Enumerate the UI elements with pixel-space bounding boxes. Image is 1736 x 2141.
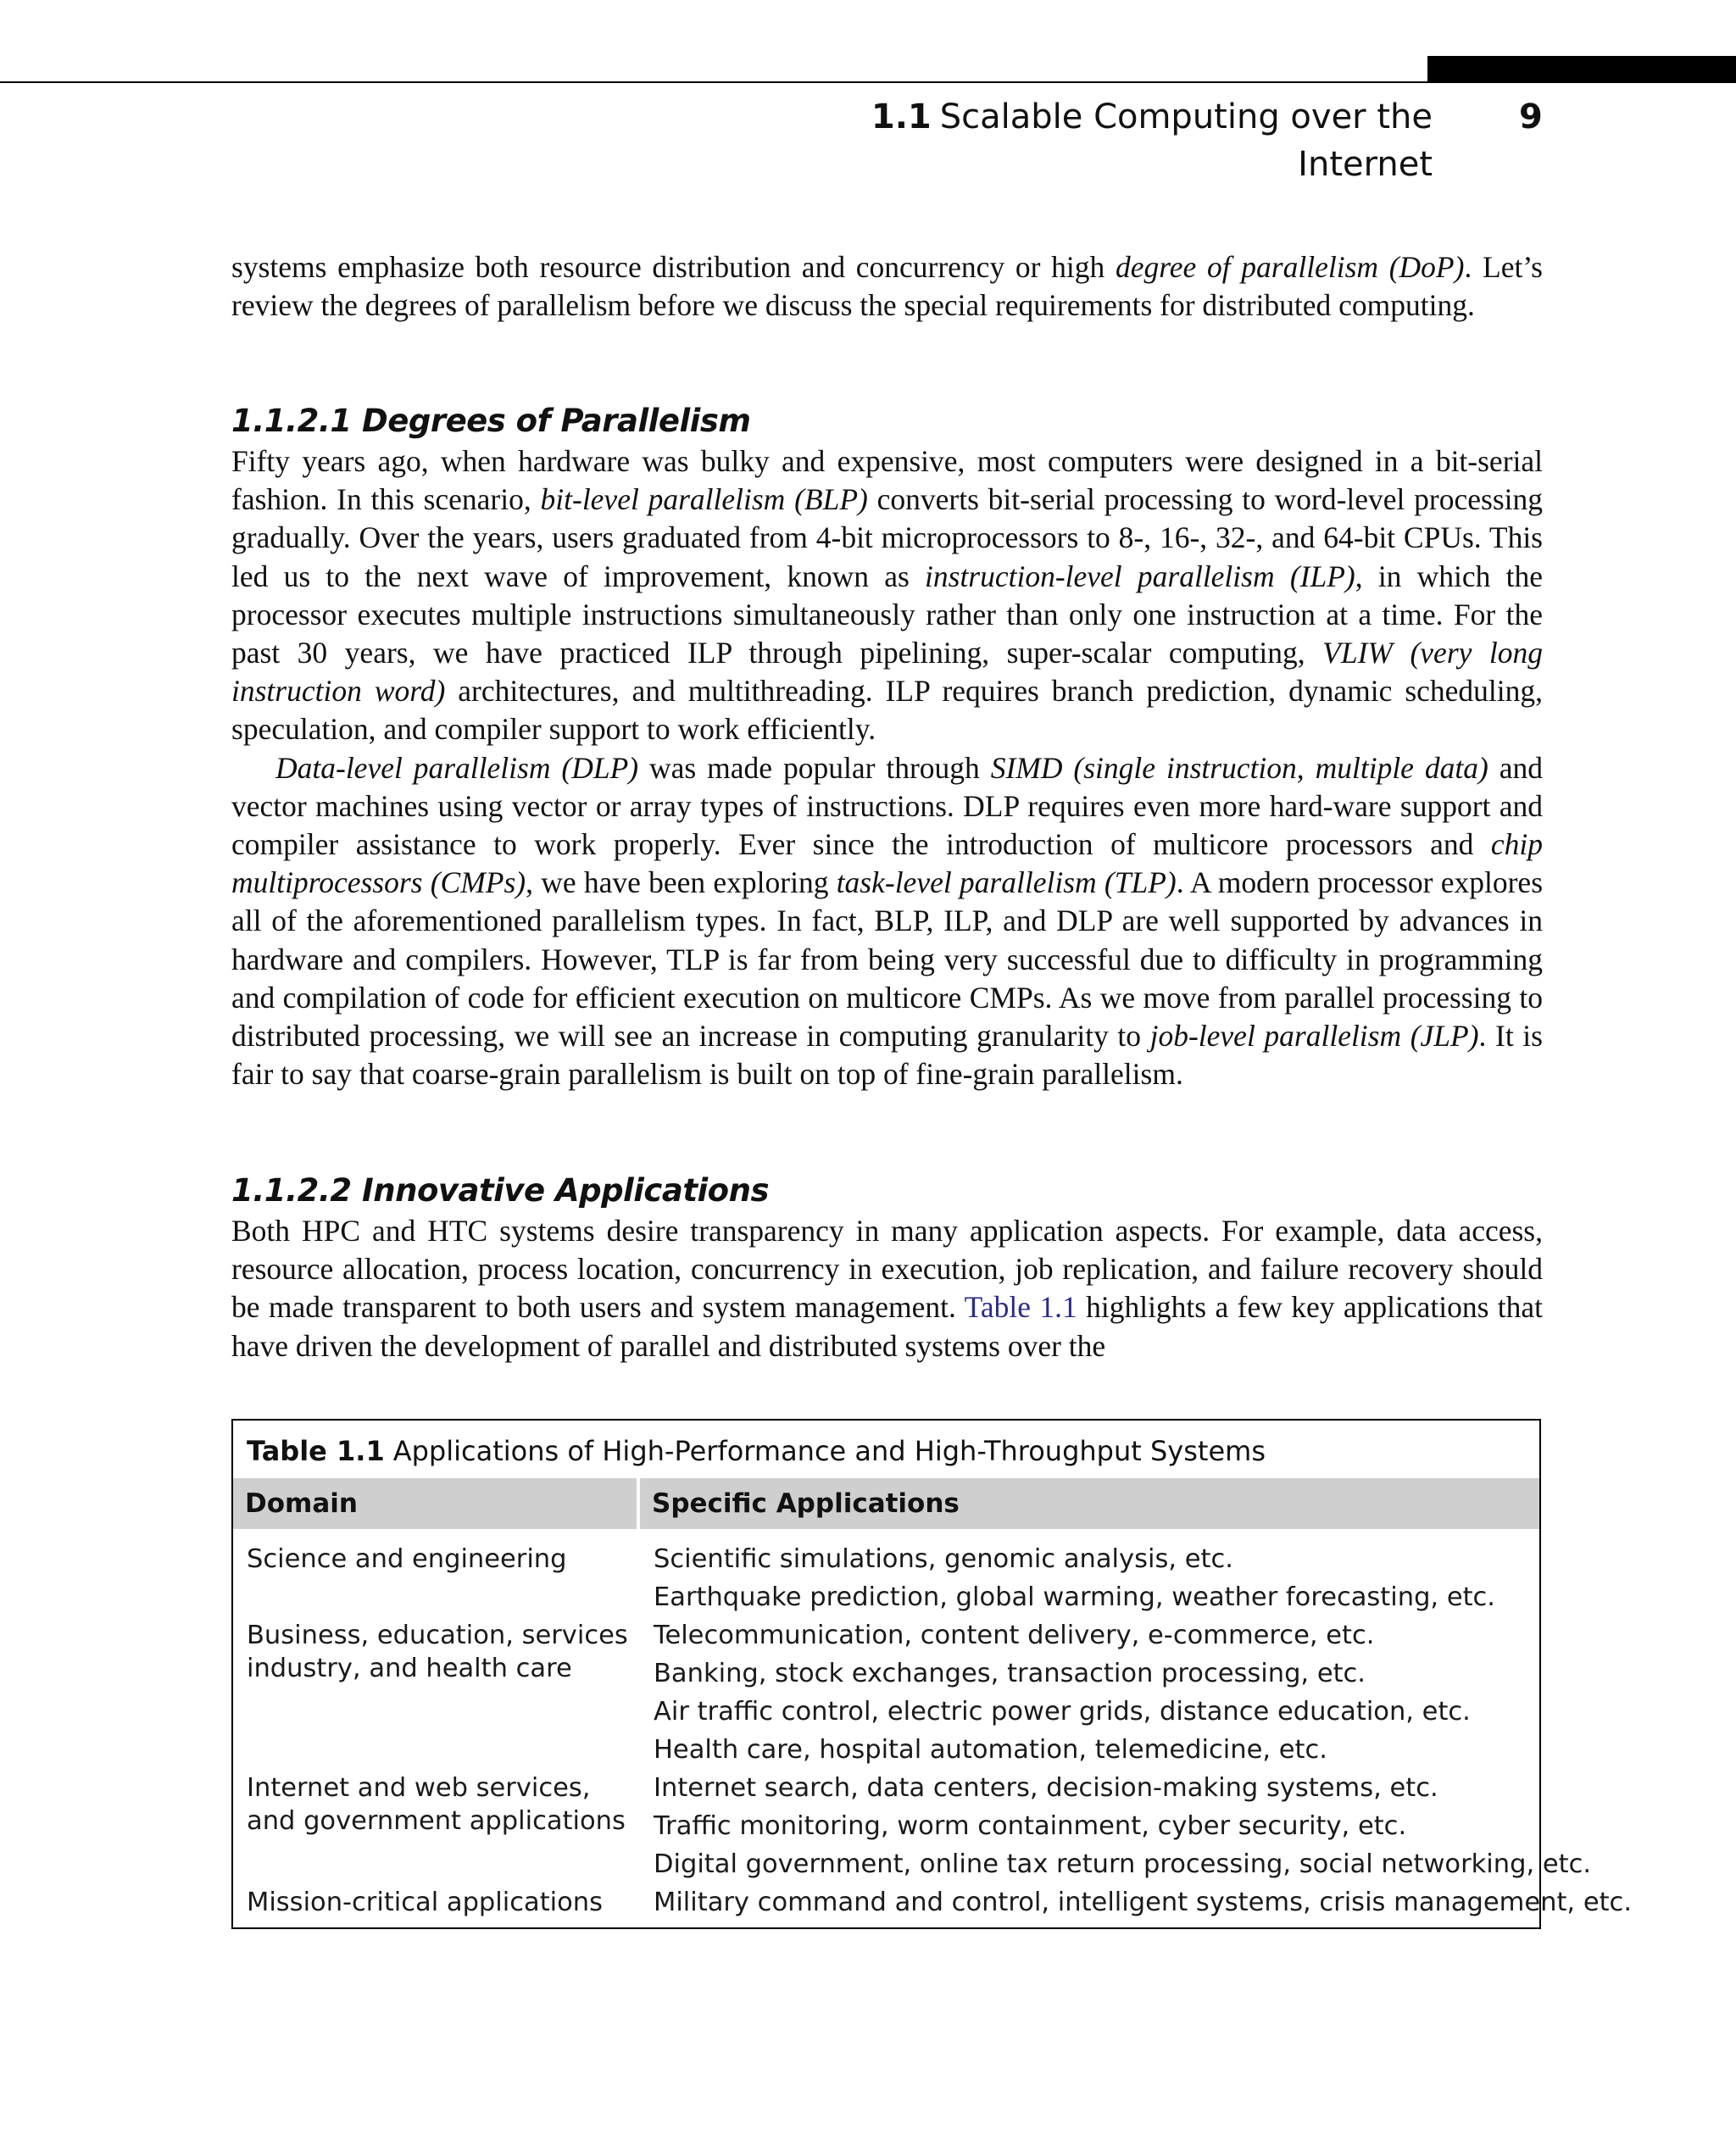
- term-cmp: chip multiprocessors (CMPs): [231, 827, 1543, 900]
- domain-cell: Science and engineering: [247, 1544, 567, 1574]
- application-cell: Scientific simulations, genomic analysis, etc.: [654, 1544, 1233, 1574]
- page-number: 9: [1519, 97, 1543, 136]
- text-span: converts bit-serial processing to word-level processing gradually. Over the years, users graduated from 4-bit microprocessors to 8-, 16-, 32-, and 64-bit CPUs. This led us to the next wave of improvement, known as: [231, 482, 1544, 593]
- application-cell: Telecommunication, content delivery, e-commerce, etc.: [654, 1621, 1375, 1650]
- text-span: Both HPC and HTC systems desire transparency in many application aspects. For example, data access, resource allocation, process location, concurrency in execution, job replication, and failure recovery should be made transparent to both users and system management.: [231, 1214, 1543, 1325]
- term-simd: SIMD (single instruction, multiple data): [990, 750, 1488, 785]
- application-cell: Earthquake prediction, global warming, weather forecasting, etc.: [654, 1582, 1496, 1612]
- term-dlp: Data-level parallelism (DLP): [275, 750, 639, 785]
- term-jlp: job-level parallelism (JLP): [1149, 1019, 1479, 1054]
- domain-cell: Business, education, services industry, and health care: [247, 1621, 628, 1683]
- running-head-section-number: 1.1: [871, 97, 932, 136]
- application-cell: Health care, hospital automation, telemedicine, etc.: [654, 1735, 1327, 1765]
- section-heading-degrees-of-parallelism: 1.1.2.1 Degrees of Parallelism: [231, 403, 751, 439]
- intro-text-end: . Let’s review the degrees of parallelism before we discuss the special requirements for distributed computing.: [231, 250, 1543, 323]
- text-span: highlights a few key applications that have driven the development of parallel and distributed systems over the: [231, 1290, 1543, 1363]
- section-heading-innovative-applications: 1.1.2.2 Innovative Applications: [231, 1172, 769, 1209]
- section-1-body: [231, 442, 1543, 1093]
- intro-text: systems emphasize both resource distribution and concurrency or high: [231, 250, 1116, 284]
- term-vliw: VLIW (very long instruction word): [231, 636, 1544, 709]
- table-caption-label: Table 1.1: [247, 1435, 385, 1467]
- text-span: and vector machines using vector or array types of instructions. DLP requires even more hard-ware support and compiler assistance to work properly. Ever since the introduction of multicore processors and: [231, 750, 1543, 862]
- table-caption-title: Applications of High-Performance and High-Throughput Systems: [392, 1435, 1266, 1467]
- running-head-section-title: Scalable Computing over the Internet: [939, 97, 1433, 184]
- column-header-specific-applications: Specific Applications: [640, 1478, 1539, 1529]
- header-black-tab: [1427, 56, 1736, 83]
- text-span: , in which the processor executes multiple instructions simultaneously rather than only one instruction at a time. For the past 30 years, we have practiced ILP through pipelining, super-scalar computing,: [231, 559, 1543, 670]
- text-span: Fifty years ago, when hardware was bulky and expensive, most computers were designed in a bit-serial fashion. In this scenario,: [231, 444, 1543, 517]
- application-cell: Digital government, online tax return processing, social networking, etc.: [654, 1849, 1592, 1879]
- domain-cell: Internet and web services, and government applications: [247, 1773, 626, 1836]
- table-1-1: [231, 1419, 1633, 1929]
- text-span: architectures, and multithreading. ILP requires branch prediction, dynamic scheduling, speculation, and compiler support to work efficiently.: [231, 674, 1543, 747]
- text-span: . A modern processor explores all of the aforementioned parallelism types. In fact, BLP, ILP, and DLP are well supported by advances in hardware and compilers. However, TLP is far from being very successful due to difficulty in programming and compilation of code for efficient execution on multicore CMPs. As we move from parallel processing to distributed processing, we will see an increase in computing granularity to: [231, 865, 1544, 1054]
- table-header-row: [233, 1478, 1539, 1529]
- section-2-body: [231, 1212, 1543, 1365]
- running-head: [763, 93, 1433, 188]
- term-dop: degree of parallelism (DoP): [1116, 250, 1465, 284]
- table-caption: [247, 1432, 1266, 1470]
- term-tlp: task-level parallelism (TLP): [836, 865, 1177, 900]
- column-header-domain: Domain: [233, 1478, 637, 1529]
- text-span: . It is fair to say that coarse-grain parallelism is built on top of fine-grain parallelism.: [231, 1019, 1543, 1092]
- application-cell: Military command and control, intelligent systems, crisis management, etc.: [654, 1888, 1633, 1917]
- text-span: , we have been exploring: [526, 865, 837, 900]
- application-cell: Traffic monitoring, worm containment, cyber security, etc.: [654, 1811, 1407, 1841]
- application-cell: Banking, stock exchanges, transaction processing, etc.: [654, 1659, 1366, 1688]
- paragraph-dlp: [231, 749, 1543, 1094]
- application-cell: Internet search, data centers, decision-making systems, etc.: [654, 1773, 1438, 1803]
- intro-paragraph: [231, 248, 1543, 325]
- text-span: was made popular through: [638, 750, 991, 785]
- domain-cell: Mission-critical applications: [247, 1888, 604, 1917]
- table-1-1-link[interactable]: Table 1.1: [964, 1290, 1077, 1325]
- term-ilp: instruction-level parallelism (ILP): [925, 559, 1355, 593]
- header-rule: [0, 81, 1736, 83]
- term-blp: bit-level parallelism (BLP): [540, 482, 868, 517]
- paragraph-blp: [231, 442, 1543, 749]
- application-cell: Air traffic control, electric power grids, distance education, etc.: [654, 1697, 1471, 1727]
